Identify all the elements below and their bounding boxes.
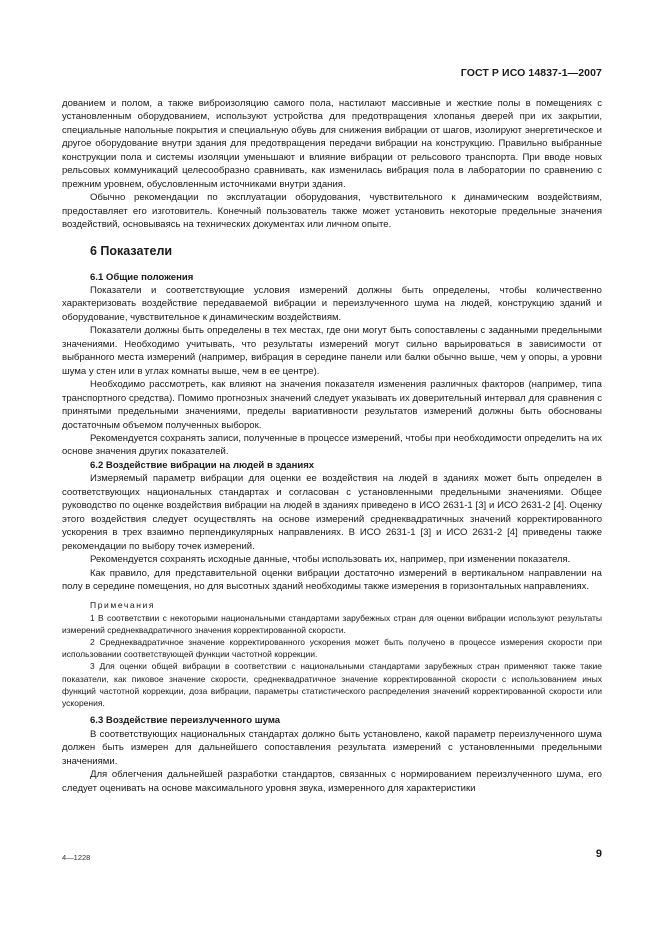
paragraph: В соответствующих национальных стандартах должно быть установлено, какой параметр переизлученного шума должен быть измерен для дальнейшего сопоставления результата измерений с установленными предельными значениями. (62, 728, 602, 767)
document-body (62, 97, 602, 795)
note-item: 3 Для оценки общей вибрации в соответствии с национальными стандартами зарубежных стран применяют также такие показатели, как пиковое значение скорости, среднеквадратичное значение корректированной скорости с использованием иных функций частотной коррекции, доза вибрации, параметры статистического распределения значений корректированной скорости или ускорения. (62, 661, 602, 709)
subsection-title: 6.3 Воздействие переизлученного шума (90, 715, 281, 727)
document-page (62, 0, 602, 936)
paragraph: Показатели и соответствующие условия измерений должны быть определены, чтобы количественно характеризовать воздействие передаваемой вибрации и переизлученного шума на людей, конструкцию зданий и оборудование, чувствительное к динамическим воздействиям. (62, 284, 602, 323)
paragraph: дованием и полом, а также виброизоляцию самого пола, настилают массивные и жесткие полы в помещениях с установленным оборудованием, используют устройства для предотвращения хлопанья дверей при их закрытии, специальные напольные покрытия и специальную обувь для снижения вибрации от шагов, изолируют энергетическое и другое оборудование внутри здания для предотвращения передачи вибрации на конструкцию. Правильно выбранные конструкции пола и системы изоляции уменьшают и влияние вибрации от рельсового транспорта. При вводе новых рельсовых коммуникаций целесообразно сравнивать, как изменилась вибрация пола в лаборатории по сравнению с прежним уровнем, обусловленным источниками внутри здания. (62, 98, 602, 190)
print-code: 4—1228 (62, 853, 91, 862)
paragraph: Измеряемый параметр вибрации для оценки ее воздействия на людей в зданиях может быть определен в соответствующих национальных стандартах и согласован с установленными предельными значениями. Общее руководство по оценке воздействия вибрации на людей в зданиях приведено в ИСО 2631-1 [3] и ИСО 2631-2 [4]. Оценку этого воздействия следует осуществлять на основе измерений среднеквадратичных значений корректированного ускорения в трех взаимно перпендикулярных направлениях. В ИСО 2631-1 [3] и ИСО 2631-2 [4] приведены также рекомендации по выбору точек измерений. (62, 473, 602, 552)
paragraph: Рекомендуется сохранять исходные данные, чтобы использовать их, например, при изменении показателя. (90, 554, 571, 566)
subsection-title: 6.1 Общие положения (90, 271, 194, 283)
paragraph: Обычно рекомендации по эксплуатации оборудования, чувствительного к динамическим воздействиям, предоставляет его изготовитель. Конечный пользователь также может установить некоторые предельные значения воздействий, основываясь на технических документах или личном опыте. (62, 192, 602, 231)
paragraph: Рекомендуется сохранять записи, полученные в процессе измерений, чтобы при необходимости определить на их основе значения других показателей. (62, 432, 602, 458)
document-header: ГОСТ Р ИСО 14837-1—2007 (460, 67, 602, 79)
paragraph: Как правило, для представительной оценки вибрации достаточно измерений в вертикальном направлении на полу в середине помещения, но для высотных зданий необходимы также измерения в горизонтальных направлениях. (62, 567, 602, 592)
notes-block (62, 599, 602, 709)
paragraph: Необходимо рассмотреть, как влияют на значения показателя изменения различных факторов (например, типа транспортного средства). Помимо прогнозных значений следует указывать их доверительный интервал для сравнения с принятыми предельными значениями, пределы вариативности результатов измерений должны быть обоснованы достаточным объемом полученных выборок. (62, 379, 602, 431)
paragraph: Для облегчения дальнейшей разработки стандартов, связанных с нормированием переизлученного шума, его следует оценивать на основе максимального уровня звука, измеренного для характеристики (62, 769, 602, 794)
paragraph: Показатели должны быть определены в тех местах, где они могут быть сопоставлены с заданными предельными значениями. Необходимо учитывать, что результаты измерений могут сильно варьироваться в зависимости от выбранного места измерений (например, вибрация в середине панели или балки обычно выше, чем у опоры, а уровни шума у стен или в углах комнаты выше, чем в ее центре). (62, 325, 602, 377)
note-item: 2 Среднеквадратичное значение корректированного ускорения может быть получено в процессе измерения скорости при использовании соответствующей функции частотной коррекции. (62, 637, 602, 660)
section-title: 6 Показатели (90, 243, 173, 258)
note-item: 1 В соответствии с некоторыми национальными стандартами зарубежных стран для оценки вибрации используют результаты измерений среднеквадратичного значения корректированной скорости. (62, 612, 602, 635)
page-number: 9 (595, 848, 602, 860)
notes-label: Примечания (90, 600, 156, 611)
subsection-title: 6.2 Воздействие вибрации на людей в зданиях (90, 459, 315, 471)
